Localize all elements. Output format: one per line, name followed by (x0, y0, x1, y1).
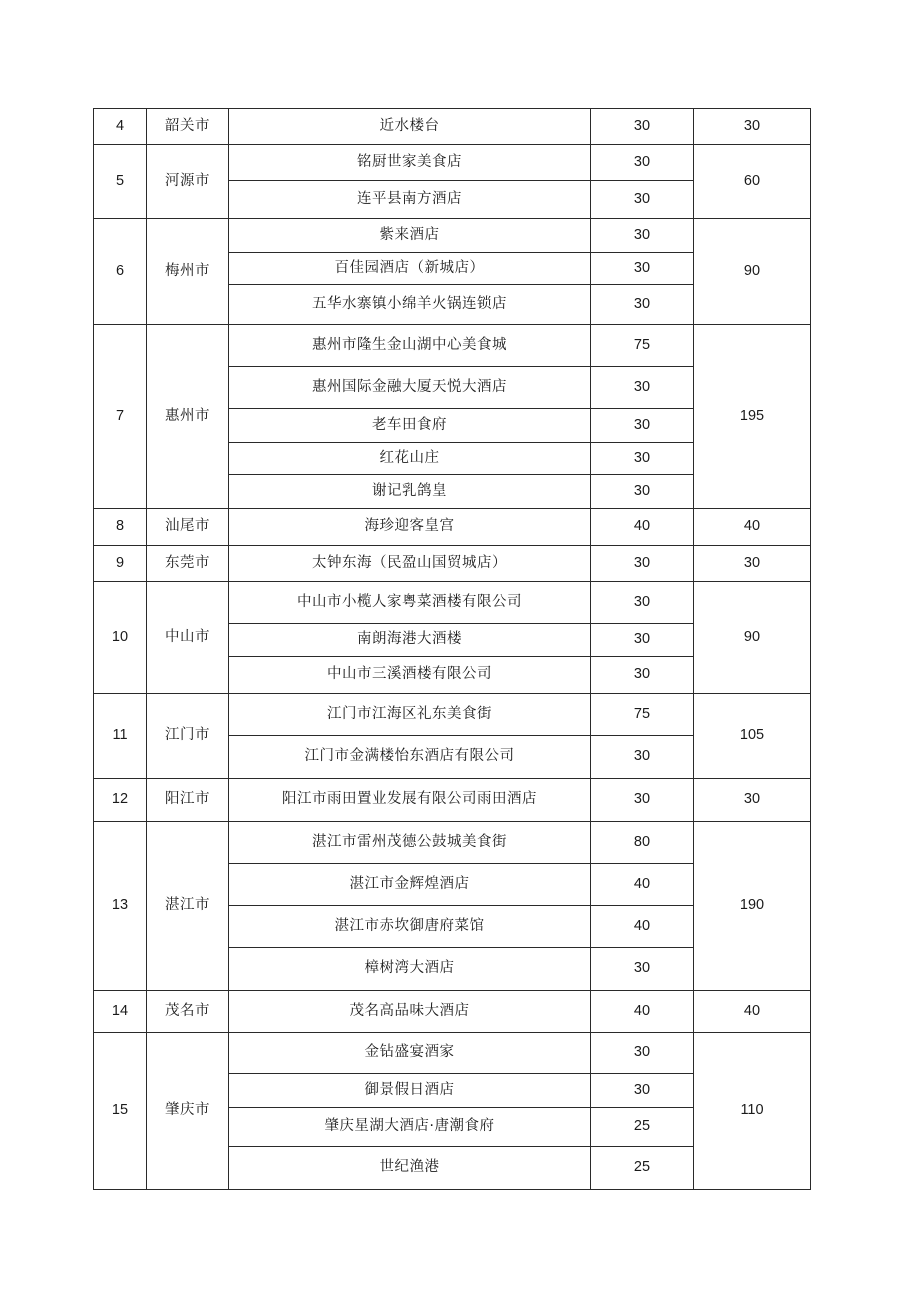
city-total-cell: 105 (694, 694, 811, 779)
restaurant-count-cell: 30 (591, 779, 694, 822)
city-cell: 惠州市 (147, 325, 229, 509)
city-total-cell: 40 (694, 991, 811, 1033)
city-total-cell: 90 (694, 582, 811, 694)
city-cell: 东莞市 (147, 546, 229, 582)
restaurant-name-cell: 惠州市隆生金山湖中心美食城 (229, 325, 591, 367)
city-total-cell: 190 (694, 822, 811, 991)
table-row (94, 219, 811, 253)
city-total-cell: 60 (694, 145, 811, 219)
table-row (94, 1033, 811, 1074)
table-row (94, 822, 811, 864)
restaurant-count-cell: 75 (591, 325, 694, 367)
restaurant-name-cell: 惠州国际金融大厦天悦大酒店 (229, 367, 591, 409)
city-total-cell: 40 (694, 509, 811, 546)
restaurant-name-cell: 铭厨世家美食店 (229, 145, 591, 181)
restaurant-name-cell: 湛江市赤坎御唐府菜馆 (229, 906, 591, 948)
table-row (94, 779, 811, 822)
table-row (94, 325, 811, 367)
city-cell: 湛江市 (147, 822, 229, 991)
restaurant-count-cell: 30 (591, 181, 694, 219)
restaurant-count-cell: 25 (591, 1147, 694, 1190)
row-number-cell: 7 (94, 325, 147, 509)
row-number-cell: 9 (94, 546, 147, 582)
restaurant-name-cell: 世纪渔港 (229, 1147, 591, 1190)
row-number-cell: 13 (94, 822, 147, 991)
city-cell: 阳江市 (147, 779, 229, 822)
row-number-cell: 8 (94, 509, 147, 546)
restaurant-name-cell: 近水楼台 (229, 109, 591, 145)
restaurant-count-cell: 40 (591, 991, 694, 1033)
row-number-cell: 10 (94, 582, 147, 694)
table-row (94, 546, 811, 582)
restaurant-count-cell: 30 (591, 145, 694, 181)
restaurant-count-cell: 40 (591, 509, 694, 546)
city-total-cell: 30 (694, 546, 811, 582)
restaurant-name-cell: 太钟东海（民盈山国贸城店） (229, 546, 591, 582)
restaurant-count-cell: 30 (591, 109, 694, 145)
restaurant-count-cell: 75 (591, 694, 694, 736)
restaurant-name-cell: 湛江市雷州茂德公鼓城美食街 (229, 822, 591, 864)
restaurant-name-cell: 樟树湾大酒店 (229, 948, 591, 991)
restaurant-name-cell: 金钻盛宴酒家 (229, 1033, 591, 1074)
city-total-cell: 90 (694, 219, 811, 325)
restaurant-name-cell: 茂名高品味大酒店 (229, 991, 591, 1033)
restaurant-name-cell: 海珍迎客皇宫 (229, 509, 591, 546)
restaurant-count-cell: 30 (591, 443, 694, 475)
restaurant-name-cell: 江门市江海区礼东美食街 (229, 694, 591, 736)
restaurant-count-cell: 40 (591, 864, 694, 906)
restaurant-count-cell: 30 (591, 948, 694, 991)
restaurant-count-cell: 30 (591, 582, 694, 624)
city-cell: 茂名市 (147, 991, 229, 1033)
table-row (94, 582, 811, 624)
restaurant-count-cell: 30 (591, 624, 694, 657)
restaurant-name-cell: 南朗海港大酒楼 (229, 624, 591, 657)
table-row (94, 145, 811, 181)
restaurant-name-cell: 中山市小榄人家粤菜酒楼有限公司 (229, 582, 591, 624)
city-cell: 梅州市 (147, 219, 229, 325)
restaurant-name-cell: 紫来酒店 (229, 219, 591, 253)
restaurant-count-cell: 80 (591, 822, 694, 864)
city-cell: 河源市 (147, 145, 229, 219)
row-number-cell: 5 (94, 145, 147, 219)
restaurant-name-cell: 红花山庄 (229, 443, 591, 475)
restaurant-name-cell: 江门市金满楼怡东酒店有限公司 (229, 736, 591, 779)
restaurant-name-cell: 老车田食府 (229, 409, 591, 443)
restaurant-name-cell: 御景假日酒店 (229, 1074, 591, 1108)
restaurant-count-cell: 30 (591, 253, 694, 285)
city-total-cell: 195 (694, 325, 811, 509)
restaurant-count-cell: 30 (591, 657, 694, 694)
city-cell: 汕尾市 (147, 509, 229, 546)
restaurant-count-cell: 30 (591, 367, 694, 409)
restaurant-count-cell: 30 (591, 219, 694, 253)
city-total-cell: 30 (694, 109, 811, 145)
city-total-cell: 30 (694, 779, 811, 822)
restaurant-name-cell: 连平县南方酒店 (229, 181, 591, 219)
city-cell: 韶关市 (147, 109, 229, 145)
table-row (94, 509, 811, 546)
restaurant-count-cell: 30 (591, 285, 694, 325)
row-number-cell: 6 (94, 219, 147, 325)
row-number-cell: 14 (94, 991, 147, 1033)
row-number-cell: 4 (94, 109, 147, 145)
restaurant-count-cell: 40 (591, 906, 694, 948)
restaurant-count-cell: 30 (591, 409, 694, 443)
row-number-cell: 12 (94, 779, 147, 822)
restaurant-quota-table (93, 108, 811, 1190)
restaurant-count-cell: 30 (591, 546, 694, 582)
table-row (94, 991, 811, 1033)
restaurant-name-cell: 湛江市金辉煌酒店 (229, 864, 591, 906)
restaurant-count-cell: 30 (591, 1074, 694, 1108)
table-row (94, 694, 811, 736)
row-number-cell: 15 (94, 1033, 147, 1190)
row-number-cell: 11 (94, 694, 147, 779)
restaurant-name-cell: 中山市三溪酒楼有限公司 (229, 657, 591, 694)
restaurant-count-cell: 25 (591, 1108, 694, 1147)
city-cell: 江门市 (147, 694, 229, 779)
restaurant-name-cell: 肇庆星湖大酒店·唐潮食府 (229, 1108, 591, 1147)
restaurant-name-cell: 阳江市雨田置业发展有限公司雨田酒店 (229, 779, 591, 822)
restaurant-count-cell: 30 (591, 736, 694, 779)
table-body (94, 109, 811, 1190)
city-total-cell: 110 (694, 1033, 811, 1190)
city-cell: 中山市 (147, 582, 229, 694)
table-row (94, 109, 811, 145)
restaurant-name-cell: 五华水寨镇小绵羊火锅连锁店 (229, 285, 591, 325)
restaurant-name-cell: 百佳园酒店（新城店） (229, 253, 591, 285)
restaurant-name-cell: 谢记乳鸽皇 (229, 475, 591, 509)
restaurant-count-cell: 30 (591, 475, 694, 509)
restaurant-count-cell: 30 (591, 1033, 694, 1074)
city-cell: 肇庆市 (147, 1033, 229, 1190)
